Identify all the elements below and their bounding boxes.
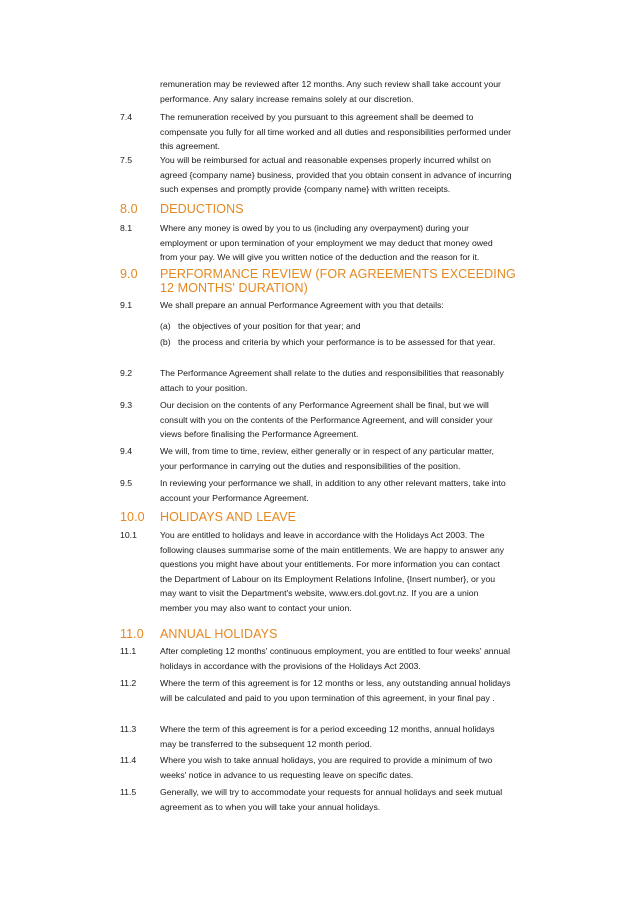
- clause-text: In reviewing your performance we shall, in addition to any other relevant matters, take into account your Performance Agreement.: [160, 478, 506, 503]
- clause-number: 11.2: [120, 678, 137, 688]
- section-number: 9.0: [120, 267, 138, 281]
- subclause-text: the process and criteria by which your performance is to be assessed for that year.: [178, 337, 496, 347]
- clause-number: 9.2: [120, 368, 133, 378]
- section-number: 11.0: [120, 627, 144, 641]
- clause-number: 11.1: [120, 646, 137, 656]
- clause-text: Where any money is owed by you to us (including any overpayment) during your employment or upon termination of your employment we may deduct that money owed from your pay. We will give you written notice of the deduction and the reason for it.: [160, 223, 493, 262]
- subclause-label: (a): [160, 321, 171, 331]
- clause-text: You will be reimbursed for actual and reasonable expenses properly incurred whilst on agreed {company name} business, provided that you obtain consent in advance of incurring such expenses and promptly provide {company name} with written receipts.: [160, 155, 512, 194]
- clause-text: You are entitled to holidays and leave in accordance with the Holidays Act 2003. The following clauses summarise some of the main entitlements. We are happy to answer any questions you might have about your entitlements. For more information you can contact the Department of Labour on its Employment Relations Infoline, {Insert number}, or you may want to visit the Department's website, www.ers.dol.govt.nz. If you are a union member you may also want to contact your union.: [160, 530, 505, 613]
- clause-number: 11.4: [120, 755, 137, 765]
- clause-text: The remuneration received by you pursuant to this agreement shall be deemed to compensate you fully for all time worked and all duties and responsibilities performed under this agreement.: [160, 112, 512, 151]
- section-title: DEDUCTIONS: [160, 202, 244, 216]
- clause-number: 7.4: [120, 112, 133, 122]
- clause-number: 7.5: [120, 155, 133, 165]
- section-number: 8.0: [120, 202, 138, 216]
- clause-number: 10.1: [120, 530, 137, 540]
- clause-number: 11.3: [120, 724, 137, 734]
- section-title: PERFORMANCE REVIEW (FOR AGREEMENTS EXCEEDING 12 MONTHS' DURATION): [160, 267, 516, 295]
- clause-text: Generally, we will try to accommodate your requests for annual holidays and seek mutual agreement as to when you will take your annual holidays.: [160, 787, 503, 812]
- clause-number: 9.3: [120, 400, 133, 410]
- section-number: 10.0: [120, 510, 145, 524]
- clause-text: We will, from time to time, review, either generally or in respect of any particular matter, your performance in carrying out the duties and responsibilities of the position.: [160, 446, 494, 471]
- section-title: HOLIDAYS AND LEAVE: [160, 510, 297, 524]
- clause-text: We shall prepare an annual Performance Agreement with you that details:: [160, 300, 444, 310]
- clause-number: 8.1: [120, 223, 133, 233]
- section-title: ANNUAL HOLIDAYS: [160, 627, 278, 641]
- clause-text: After completing 12 months' continuous employment, you are entitled to four weeks' annual holidays in accordance with the provisions of the Holidays Act 2003.: [160, 646, 511, 671]
- clause-text: Where the term of this agreement is for 12 months or less, any outstanding annual holidays will be calculated and paid to you upon termination of this agreement, in your final pay .: [160, 678, 511, 703]
- clause-text: Where you wish to take annual holidays, you are required to provide a minimum of two weeks' notice in advance to us requesting leave on specific dates.: [160, 755, 493, 780]
- subclause-label: (b): [160, 337, 171, 347]
- continuation-text: remuneration may be reviewed after 12 months. Any such review shall take account your performance. Any salary increase remains solely at our discretion.: [160, 79, 501, 104]
- subclause-text: the objectives of your position for that year; and: [178, 321, 361, 331]
- clause-text: Our decision on the contents of any Performance Agreement shall be final, but we will consult with you on the contents of the Performance Agreement, and will consider your views before finalising the Performance Agreement.: [160, 400, 493, 439]
- clause-number: 11.5: [120, 787, 137, 797]
- clause-number: 9.5: [120, 478, 133, 488]
- clause-text: Where the term of this agreement is for a period exceeding 12 months, annual holidays may be transferred to the subsequent 12 month period.: [160, 724, 495, 749]
- clause-number: 9.4: [120, 446, 133, 456]
- clause-number: 9.1: [120, 300, 133, 310]
- clause-text: The Performance Agreement shall relate to the duties and responsibilities that reasonably attach to your position.: [160, 368, 504, 393]
